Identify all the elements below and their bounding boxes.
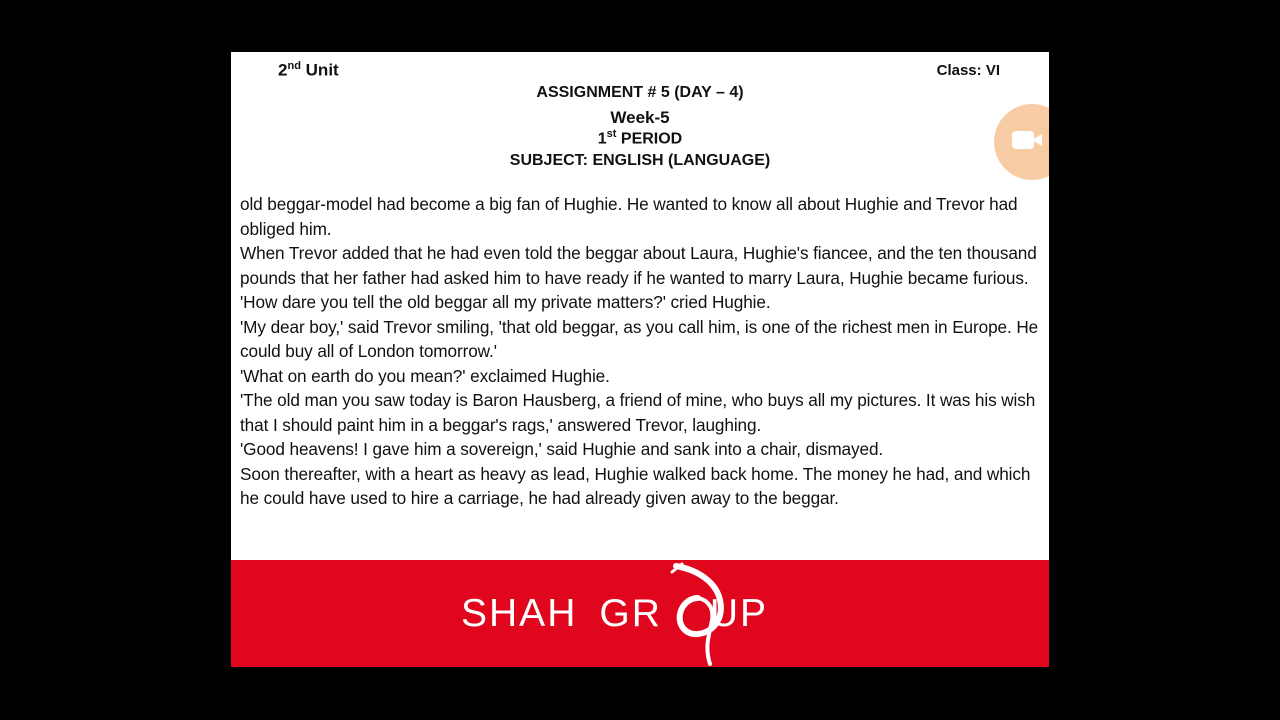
assignment-title: ASSIGNMENT # 5 (DAY – 4) <box>536 84 744 101</box>
paragraph: old beggar-model had become a big fan of Hughie. He wanted to know all about Hughie and Trevor had obliged him. <box>240 194 1018 239</box>
subject-label: SUBJECT: ENGLISH (LANGUAGE) <box>509 152 771 169</box>
logo-text-up: UP <box>709 591 769 635</box>
story-text <box>240 192 1040 511</box>
paragraph: 'Good heavens! I gave him a sovereign,' said Hughie and sank into a chair, dismayed. <box>240 439 884 459</box>
paragraph: 'My dear boy,' said Trevor smiling, 'that old beggar, as you call him, is one of the richest men in Europe. He could buy all of London tomorrow.' <box>240 316 1039 361</box>
period-label: 1st PERIOD <box>597 128 683 148</box>
logo-swoosh-icon <box>668 560 738 667</box>
logo-text-shah: SHAH <box>461 591 578 635</box>
logo-text-gr: GR <box>599 591 662 635</box>
week-label: Week-5 <box>610 108 670 127</box>
brand-banner <box>231 560 1049 667</box>
paragraph: 'The old man you saw today is Baron Hausberg, a friend of mine, who buys all my pictures. It was his wish that I should paint him in a beggar's rags,' answered Trevor, laughing. <box>240 390 1036 435</box>
document-page <box>231 52 1049 560</box>
unit-label: 2nd Unit <box>278 60 339 80</box>
paragraph: When Trevor added that he had even told the beggar about Laura, Hughie's fiancee, and the ten thousand pounds that her father had asked him to have ready if he wanted to marry Laura, Hughie became furious. <box>240 243 1037 288</box>
paragraph: Soon thereafter, with a heart as heavy as lead, Hughie walked back home. The money he had, and which he could have used to hire a carriage, he had already given away to the beggar. <box>240 463 1031 508</box>
class-label: Class: VI <box>936 62 1000 79</box>
video-camera-icon <box>1012 131 1034 149</box>
paragraph: 'What on earth do you mean?' exclaimed Hughie. <box>240 365 610 386</box>
paragraph: 'How dare you tell the old beggar all my private matters?' cried Hughie. <box>240 292 771 312</box>
